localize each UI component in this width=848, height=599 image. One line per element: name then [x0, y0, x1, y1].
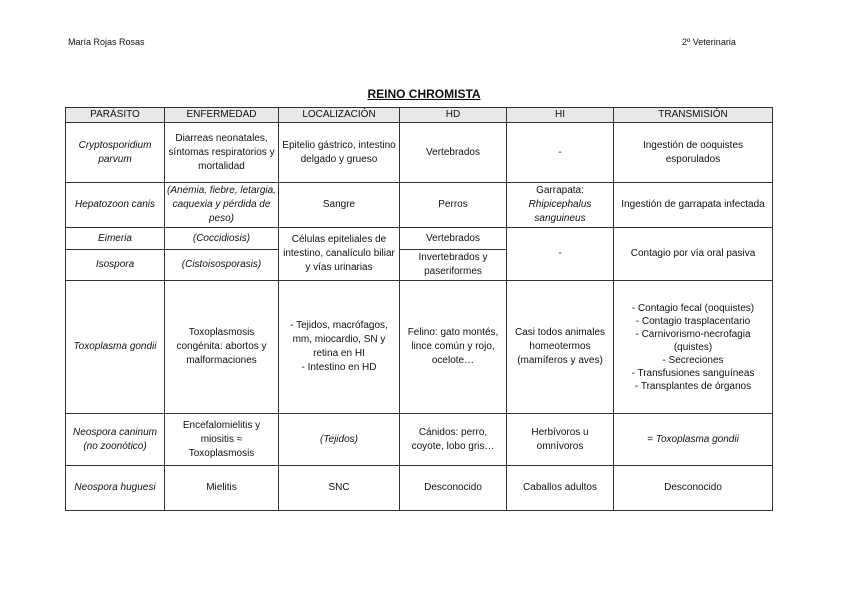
parasite-cell: Neospora caninum (no zoonótico): [66, 414, 165, 466]
disease-cell: Diarreas neonatales, síntomas respiratorios y mortalidad: [165, 123, 279, 183]
column-header: TRANSMISIÓN: [614, 108, 773, 123]
course-label: 2º Veterinaria: [682, 37, 736, 47]
parasite-cell: Eimeria: [66, 228, 165, 250]
hi-cell: Caballos adultos: [507, 466, 614, 511]
table-row: [66, 414, 773, 466]
parasite-cell: Isospora: [66, 250, 165, 281]
hi-cell: [507, 183, 614, 228]
disease-cell: Mielitis: [165, 466, 279, 511]
parasite-cell: Neospora huguesi: [66, 466, 165, 511]
disease-cell: (Coccidiosis): [165, 228, 279, 250]
hd-cell: Vertebrados: [400, 228, 507, 250]
hi-species: Rhipicephalus sanguineus: [528, 199, 592, 224]
disease-cell: (Cistoisosporasis): [165, 250, 279, 281]
table-row: [66, 183, 773, 228]
author-name: María Rojas Rosas: [68, 37, 145, 47]
table-row: [66, 123, 773, 183]
hd-cell: Invertebrados y paseriformes: [400, 250, 507, 281]
hd-cell: Felino: gato montés, lince común y rojo, ocelote…: [400, 281, 507, 414]
page-title: REINO CHROMISTA: [367, 87, 481, 101]
table-row: [66, 281, 773, 414]
column-header: PARÁSITO: [66, 108, 165, 123]
location-cell: - Tejidos, macrófagos, mm, miocardio, SN y retina en HI - Intestino en HD: [279, 281, 400, 414]
transmission-cell: Ingestión de garrapata infectada: [614, 183, 773, 228]
parasite-cell: Toxoplasma gondii: [66, 281, 165, 414]
hd-cell: Desconocido: [400, 466, 507, 511]
table-header-row: [66, 108, 773, 123]
column-header: LOCALIZACIÓN: [279, 108, 400, 123]
hi-cell: Casi todos animales homeotermos (mamíferos y aves): [507, 281, 614, 414]
column-header: ENFERMEDAD: [165, 108, 279, 123]
column-header: HD: [400, 108, 507, 123]
disease-cell: Encefalomielitis y miositis ≈ Toxoplasmosis: [165, 414, 279, 466]
location-cell: Células epiteliales de intestino, canalículo biliar y vías urinarias: [279, 228, 400, 281]
hi-cell: Herbívoros u omnívoros: [507, 414, 614, 466]
hi-cell: -: [507, 228, 614, 281]
location-cell: Epitelio gástrico, intestino delgado y grueso: [279, 123, 400, 183]
parasite-cell: Cryptosporidium parvum: [66, 123, 165, 183]
transmission-cell: Contagio por vía oral pasiva: [614, 228, 773, 281]
transmission-cell: = Toxoplasma gondii: [614, 414, 773, 466]
transmission-cell: Desconocido: [614, 466, 773, 511]
parasite-cell: Hepatozoon canis: [66, 183, 165, 228]
hd-cell: Cánidos: perro, coyote, lobo gris…: [400, 414, 507, 466]
location-cell: (Tejidos): [279, 414, 400, 466]
parasite-table: [65, 107, 773, 511]
hd-cell: Vertebrados: [400, 123, 507, 183]
column-header: HI: [507, 108, 614, 123]
hd-cell: Perros: [400, 183, 507, 228]
hi-label: Garrapata:: [536, 185, 584, 196]
disease-cell: Toxoplasmosis congénita: abortos y malformaciones: [165, 281, 279, 414]
table-row: [66, 228, 773, 250]
transmission-cell: Ingestión de ooquistes esporulados: [614, 123, 773, 183]
location-cell: SNC: [279, 466, 400, 511]
transmission-cell: - Contagio fecal (ooquistes) - Contagio trasplacentario - Carnivorismo-necrofagia (quistes) - Secreciones - Transfusiones sanguíneas - Transplantes de órganos: [614, 281, 773, 414]
hi-cell: -: [507, 123, 614, 183]
location-cell: Sangre: [279, 183, 400, 228]
disease-cell: (Anemia, fiebre, letargia, caquexia y pérdida de peso): [165, 183, 279, 228]
table-row: [66, 466, 773, 511]
